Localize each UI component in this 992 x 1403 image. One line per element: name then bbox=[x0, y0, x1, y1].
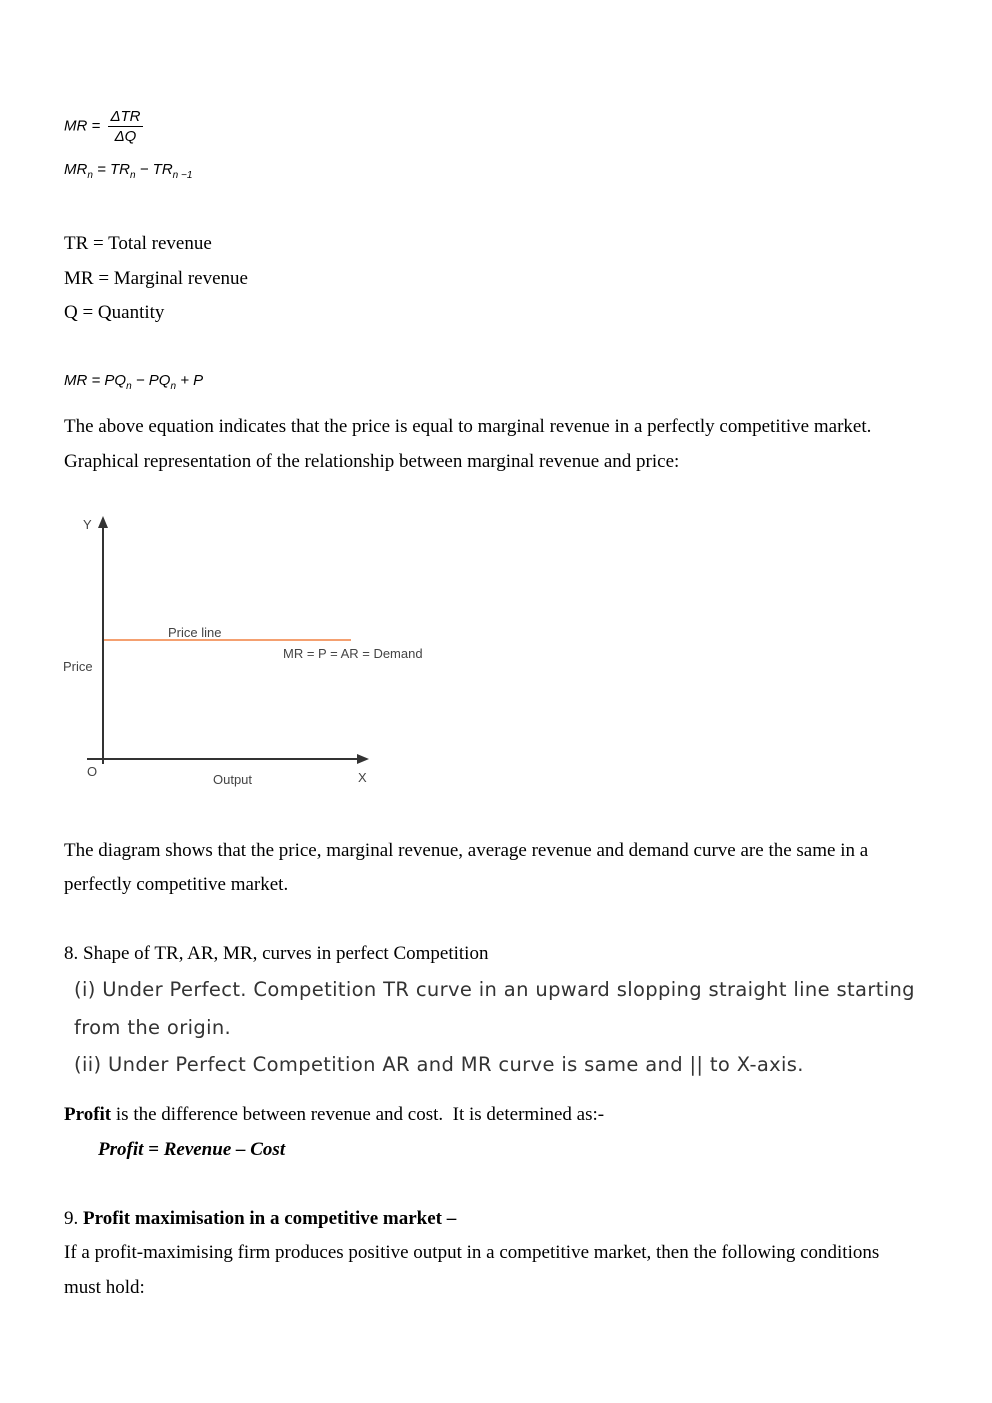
equation-fraction bbox=[108, 108, 142, 145]
profit-definition-text: is the difference between revenue and cost. It is determined as:- bbox=[111, 1104, 605, 1125]
equation-term: = TR bbox=[97, 161, 130, 178]
paragraph-graph-intro: Graphical representation of the relationship between marginal revenue and price: bbox=[64, 451, 680, 472]
y-axis-letter: Y bbox=[83, 517, 92, 532]
section-8-heading: 8. Shape of TR, AR, MR, curves in perfect Competition bbox=[64, 943, 489, 964]
equation-term: − TR bbox=[139, 161, 173, 178]
x-axis-title: Output bbox=[213, 772, 253, 787]
definition-mr: MR = Marginal revenue bbox=[64, 268, 248, 289]
y-axis-arrow bbox=[98, 516, 108, 528]
equation-term: MR = PQ bbox=[64, 372, 127, 389]
paragraph-diagram-note-line2: perfectly competitive market. bbox=[64, 874, 289, 895]
y-axis-title: Price bbox=[63, 659, 93, 674]
equation-term: − PQ bbox=[135, 372, 171, 389]
equation-lhs: MR = bbox=[64, 117, 101, 135]
profit-definition bbox=[64, 1103, 604, 1127]
definition-q: Q = Quantity bbox=[64, 302, 165, 323]
profit-term: Profit bbox=[64, 1104, 112, 1125]
equation-subscript: n bbox=[170, 381, 177, 392]
profit-formula: Profit = Revenue – Cost bbox=[98, 1139, 286, 1160]
origin-label: O bbox=[87, 764, 98, 779]
x-axis-letter: X bbox=[358, 770, 367, 785]
equation-subscript: n bbox=[87, 170, 93, 181]
equation-subscript: n bbox=[130, 170, 136, 181]
x-axis-arrow bbox=[357, 754, 369, 764]
fraction-numerator: ΔTR bbox=[110, 108, 141, 125]
section-9-paragraph-line1: If a profit-maximising firm produces positive output in a competitive market, then the following conditions bbox=[64, 1242, 880, 1263]
equation-subscript: n −1 bbox=[172, 170, 193, 181]
equation-mr-n bbox=[64, 161, 192, 181]
section-9-number: 9. bbox=[64, 1208, 83, 1229]
section-8-item-2: (ii) Under Perfect Competition AR and MR curve is same and || to X-axis. bbox=[74, 1053, 804, 1076]
paragraph-diagram-note-line1: The diagram shows that the price, marginal revenue, average revenue and demand curve are the same in a bbox=[64, 840, 869, 861]
paragraph-equation-note: The above equation indicates that the price is equal to marginal revenue in a perfectly competitive market. bbox=[64, 416, 872, 437]
price-line-label: Price line bbox=[168, 625, 222, 640]
section-9-title: Profit maximisation in a competitive market – bbox=[83, 1208, 457, 1229]
section-9-paragraph-line2: must hold: bbox=[64, 1277, 145, 1298]
equation-subscript: n bbox=[126, 381, 132, 392]
price-line-equation: MR = P = AR = Demand bbox=[283, 646, 423, 661]
section-9-heading bbox=[64, 1207, 456, 1231]
definition-tr: TR = Total revenue bbox=[64, 233, 212, 254]
equation-term: MR bbox=[64, 161, 88, 178]
equation-mr-price bbox=[64, 372, 203, 392]
section-8-item-1-line-1: (i) Under Perfect. Competition TR curve in an upward slopping straight line starting bbox=[74, 978, 915, 1001]
section-8-item-1-line-2: from the origin. bbox=[74, 1016, 232, 1039]
fraction-denominator: ΔQ bbox=[114, 128, 137, 145]
equation-mr-definition bbox=[64, 108, 143, 145]
equation-term: + P bbox=[180, 372, 204, 389]
price-line-diagram bbox=[55, 508, 455, 798]
